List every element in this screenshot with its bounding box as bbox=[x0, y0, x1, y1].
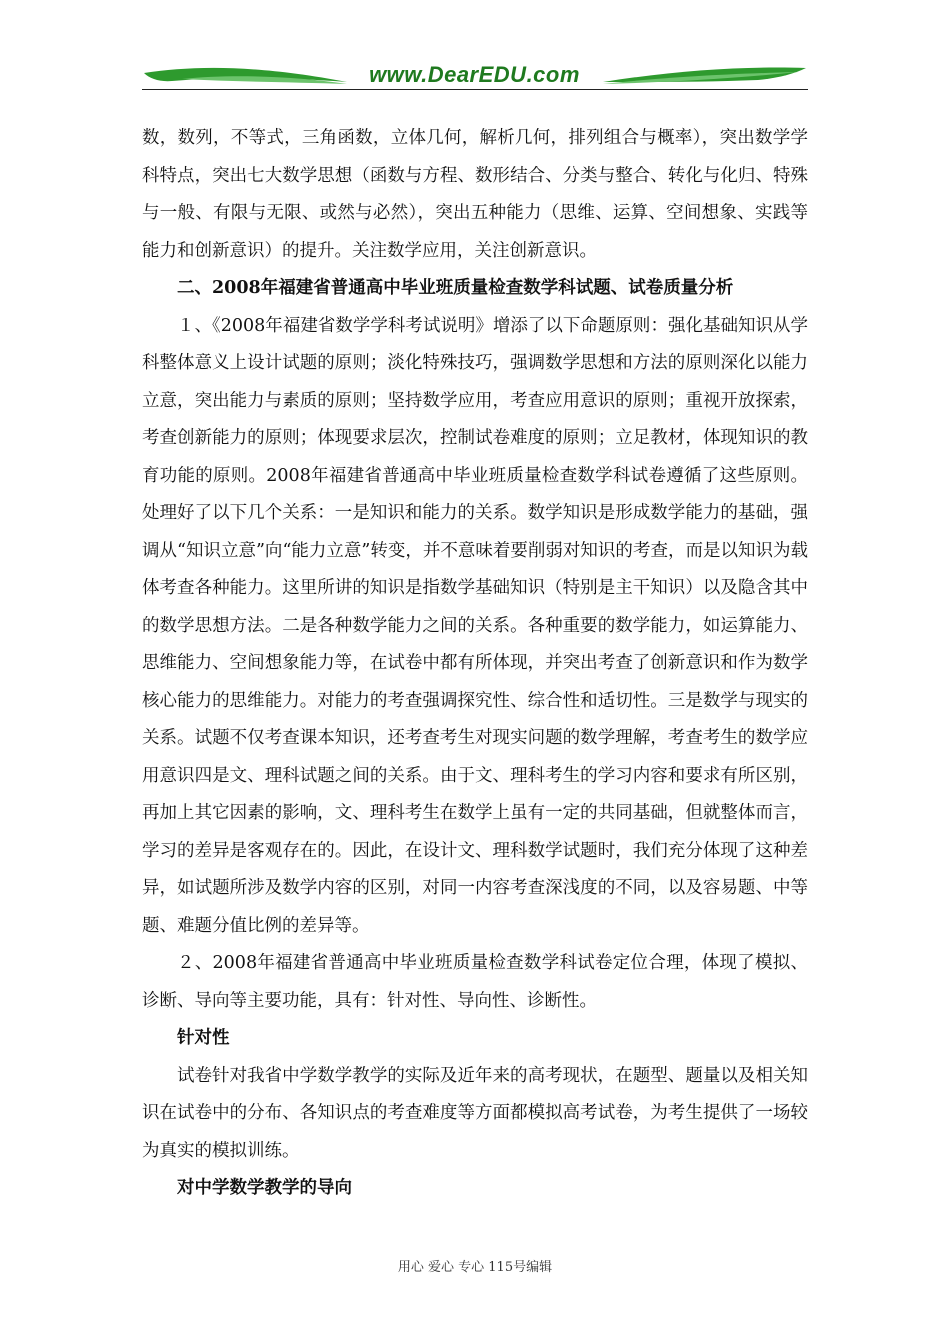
paragraph-principles: １、《2008年福建省数学学科考试说明》增添了以下命题原则：强化基础知识从学科整体意义上设计试题的原则；淡化特殊技巧，强调数学思想和方法的原则深化以能力立意，突出能力与素质的原则；坚持数学应用，考查应用意识的原则；重视开放探索，考查创新能力的原则；体现要求层次，控制试卷难度的原则；立足教材，体现知识的教育功能的原则。2008年福建省普通高中毕业班质量检查数学科试卷遵循了这些原则。处理好了以下几个关系：一是知识和能力的关系。数学知识是形成数学能力的基础，强调从“知识立意”向“能力立意”转变，并不意味着要削弱对知识的考查，而是以知识为载体考查各种能力。这里所讲的知识是指数学基础知识（特别是主干知识）以及隐含其中的数学思想方法。二是各种数学能力之间的关系。各种重要的数学能力，如运算能力、思维能力、空间想象能力等，在试卷中都有所体现，并突出考查了创新意识和作为数学核心能力的思维能力。对能力的考查强调探究性、综合性和适切性。三是数学与现实的关系。试题不仅考查课本知识，还考查考生对现实问题的数学理解，考查考生的数学应用意识四是文、理科试题之间的关系。由于文、理科考生的学习内容和要求有所区别，再加上其它因素的影响，文、理科考生在数学上虽有一定的共同基础，但就整体而言，学习的差异是客观存在的。因此，在设计文、理科数学试题时，我们充分体现了这种差异，如试题所涉及数学内容的区别，对同一内容考查深浅度的不同，以及容易题、中等题、难题分值比例的差异等。 bbox=[142, 315, 808, 936]
header-divider bbox=[142, 89, 808, 90]
paragraph-intro-continuation: 数，数列，不等式，三角函数，立体几何，解析几何，排列组合与概率），突出数学学科特点，突出七大数学思想（函数与方程、数形结合、分类与整合、转化与化归、特殊与一般、有限与无限、或然与必然），突出五种能力（思维、运算、空间想象、实践等能力和创新意识）的提升。关注数学应用，关注创新意识。 bbox=[142, 128, 808, 261]
site-logo-text[interactable]: www.DearEDU.com bbox=[369, 62, 580, 87]
page-footer: 用心 爱心 专心 115号编辑 bbox=[397, 1260, 553, 1275]
document-body bbox=[142, 120, 808, 1208]
subheading-targeting: 针对性 bbox=[177, 1028, 230, 1048]
subheading-guidance: 对中学数学教学的导向 bbox=[177, 1178, 352, 1198]
paragraph-positioning: ２、2008年福建省普通高中毕业班质量检查数学科试卷定位合理，体现了模拟、诊断、导向等主要功能，具有：针对性、导向性、诊断性。 bbox=[142, 953, 808, 1011]
section-heading: 二、2008年福建省普通高中毕业班质量检查数学科试题、试卷质量分析 bbox=[177, 278, 734, 298]
paragraph-targeting: 试卷针对我省中学数学教学的实际及近年来的高考现状，在题型、题量以及相关知识在试卷中的分布、各知识点的考查难度等方面都模拟高考试卷，为考生提供了一场较为真实的模拟训练。 bbox=[142, 1065, 808, 1161]
